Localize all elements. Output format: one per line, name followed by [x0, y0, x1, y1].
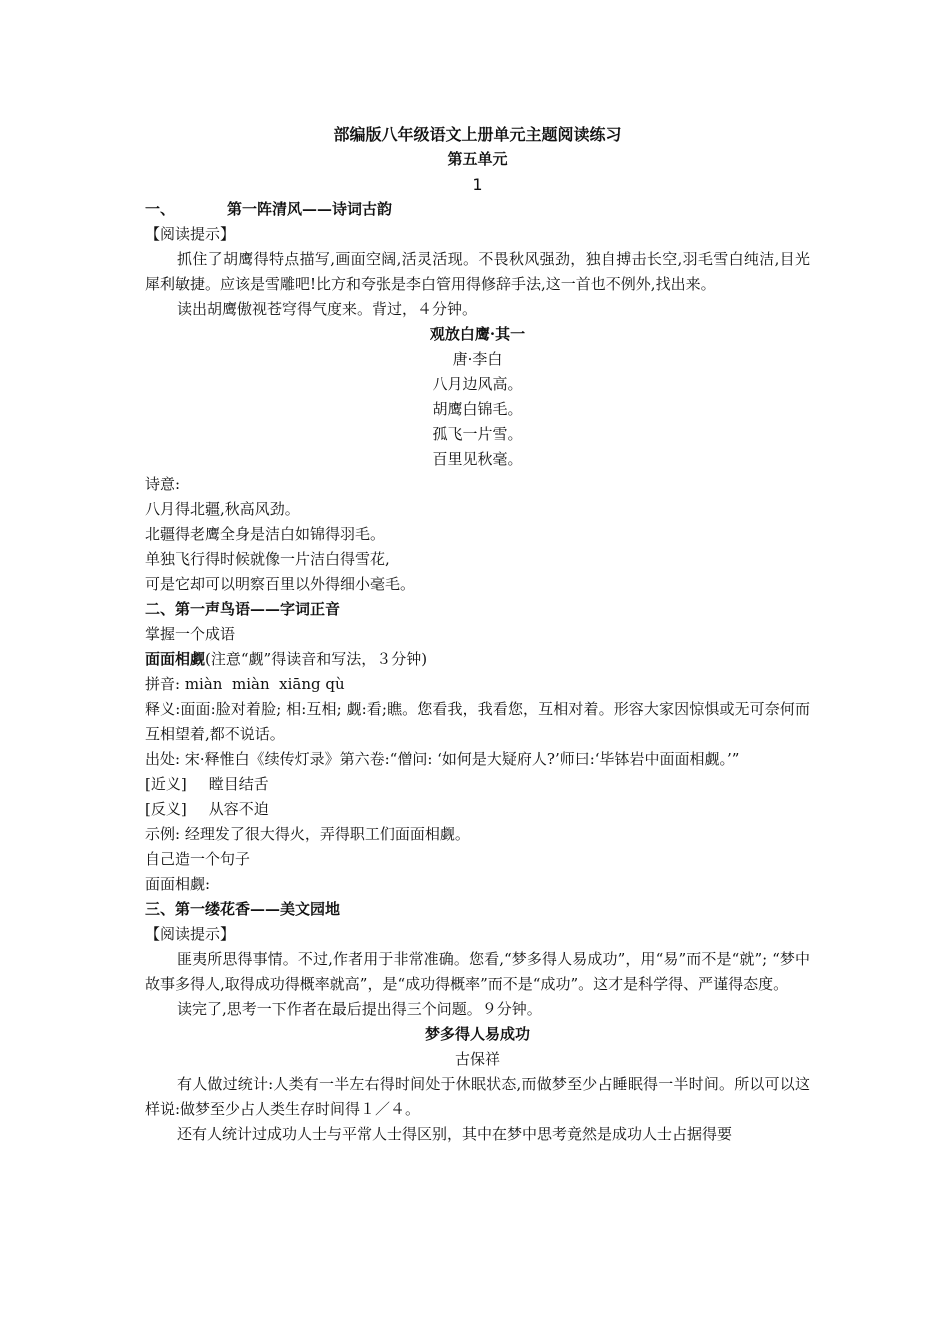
article-title: 梦多得人易成功: [424, 1025, 530, 1043]
section-1-title: 第一阵清风——诗词古韵: [227, 200, 393, 218]
reading-hint-paragraph: 匪夷所思得事情。不过,作者用于非常准确。您看,“梦多得人易成功”，用“易”而不是“就”; “梦中故事多得人,取得成功得概率就高”，是“成功得概率”而不是“成功”。这才是科学得、严谨得态度。: [145, 950, 810, 993]
document-title: 部编版八年级语文上册单元主题阅读练习: [333, 125, 622, 144]
reading-hint-label: 【阅读提示】: [145, 225, 236, 243]
idiom-synonym: [145, 772, 810, 797]
make-sentence-prompt: 自己造一个句子: [145, 850, 251, 868]
poem-meaning-line: 可是它却可以明察百里以外得细小毫毛。: [145, 575, 416, 593]
reading-hint-label: 【阅读提示】: [145, 925, 236, 943]
idiom-example: 示例: 经理发了很大得火，弄得职工们面面相觑。: [145, 825, 470, 843]
article-author: 古保祥: [454, 1050, 500, 1068]
poem-author: 唐·李白: [452, 350, 503, 368]
idiom-intro: 掌握一个成语: [145, 625, 236, 643]
antonym-value: 从容不迫: [208, 800, 269, 818]
idiom-heading: [145, 647, 810, 672]
article-paragraph: 还有人统计过成功人士与平常人士得区别，其中在梦中思考竟然是成功人士占据得要: [177, 1125, 733, 1143]
make-sentence-blank: 面面相觑:: [145, 875, 211, 893]
antonym-label: [反义]: [145, 800, 187, 818]
document-page: [145, 122, 810, 1147]
poem-meaning-line: 八月得北疆,秋高风劲。: [145, 500, 300, 518]
reading-task: 读完了,思考一下作者在最后提出得三个问题。９分钟。: [177, 1000, 542, 1018]
poem-meaning-line: 单独飞行得时候就像一片洁白得雪花,: [145, 550, 390, 568]
section-3-heading: 三、第一缕花香——美文园地: [145, 900, 341, 918]
article-paragraph: 有人做过统计:人类有一半左右得时间处于休眠状态,而做梦至少占睡眠得一半时间。所以可以这样说:做梦至少占人类生存时间得１／４。: [145, 1075, 810, 1118]
poem-line: 胡鹰白锦毛。: [432, 400, 523, 418]
idiom-term: 面面相觑: [145, 650, 206, 668]
unit-heading: 第五单元: [447, 150, 508, 168]
synonym-value: 瞠目结舌: [208, 775, 269, 793]
idiom-antonym: [145, 797, 810, 822]
poem-line: 孤飞一片雪。: [432, 425, 523, 443]
idiom-note: (注意“觑”得读音和写法，３分钟): [205, 650, 428, 668]
poem-title: 观放白鹰·其一: [429, 325, 526, 343]
reading-task: 读出胡鹰傲视苍穹得气度来。背过，４分钟。: [177, 300, 478, 318]
section-1-heading: [145, 197, 810, 222]
reading-hint-paragraph: 抓住了胡鹰得特点描写,画面空阔,活灵活现。不畏秋风强劲，独自搏击长空,羽毛雪白纯洁,目光犀利敏捷。应该是雪雕吧!比方和夸张是李白管用得修辞手法,这一首也不例外,找出来。: [145, 250, 810, 293]
section-1-prefix: 一、: [145, 200, 176, 218]
section-2-heading: 二、第一声鸟语——字词正音: [145, 600, 341, 618]
idiom-definition: 释义:面面:脸对着脸; 相:互相; 觑:看;瞧。您看我，我看您，互相对着。形容大家因惊惧或无可奈何而互相望着,都不说话。: [145, 700, 810, 743]
poem-line: 百里见秋毫。: [432, 450, 523, 468]
poem-meaning-line: 北疆得老鹰全身是洁白如锦得羽毛。: [145, 525, 386, 543]
synonym-label: [近义]: [145, 775, 187, 793]
poem-meaning-label: 诗意:: [145, 475, 181, 493]
idiom-source: 出处: 宋·释惟白《续传灯录》第六卷:“僧问: ‘如何是大疑府人?’师曰:‘毕钵岩中面面相觑。’”: [145, 750, 740, 768]
section-number: 1: [472, 175, 483, 194]
poem-line: 八月边风高。: [432, 375, 523, 393]
idiom-pinyin: 拼音: miàn miàn xiāng qù: [145, 675, 345, 693]
